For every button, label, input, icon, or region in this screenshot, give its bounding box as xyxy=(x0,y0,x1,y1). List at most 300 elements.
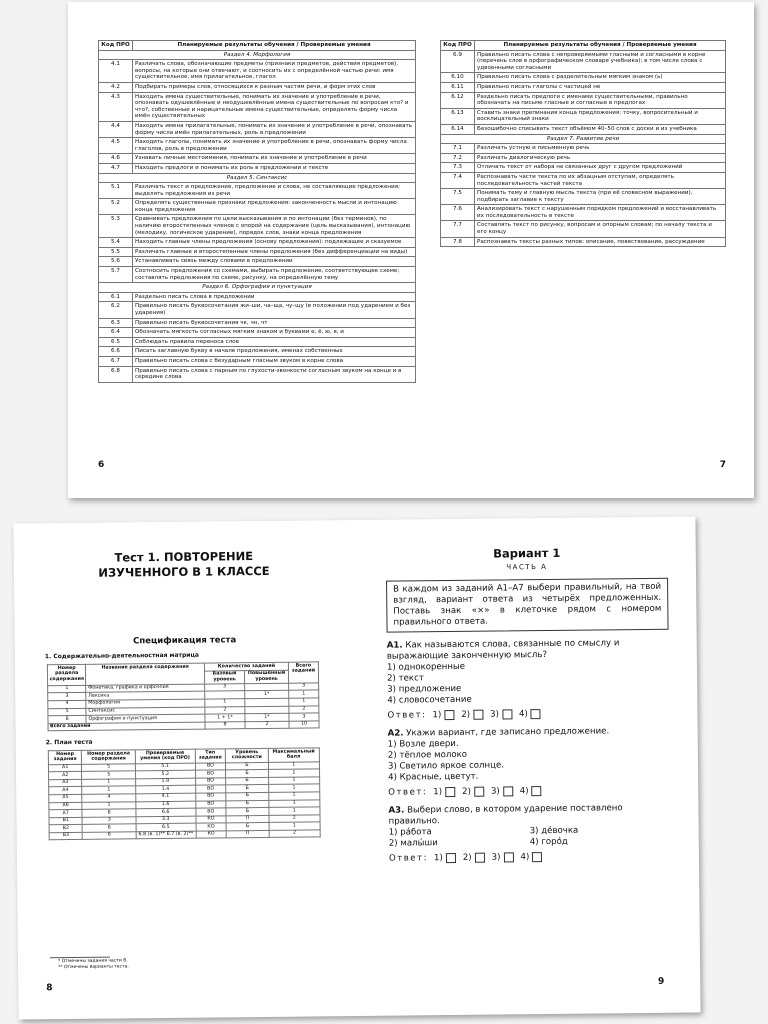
result-row xyxy=(99,183,416,199)
answer-row xyxy=(389,851,671,864)
answer-slot-label: 2) xyxy=(461,709,471,720)
test-title xyxy=(34,548,334,581)
answer-option: 2) текст xyxy=(387,673,424,684)
plan-cell: ВО xyxy=(195,770,226,778)
result-code: 4.3 xyxy=(99,92,133,121)
result-row xyxy=(99,163,416,173)
plan-cell: 2 xyxy=(269,830,320,838)
result-code: 6.8 xyxy=(99,366,133,382)
plan-cell: 1 xyxy=(268,761,319,769)
answer-slot-label: 2) xyxy=(462,852,472,863)
result-code: 6.10 xyxy=(441,73,475,83)
plan-cell: Б xyxy=(226,800,268,808)
section-row xyxy=(99,283,416,293)
matrix-header-name: Название раздела содержания xyxy=(86,663,205,685)
book-spread-top xyxy=(68,2,754,498)
matrix-adv: 1* xyxy=(245,713,289,721)
result-text: Анализировать текст с нарушенным порядком предложений и восстанавливать их последовательность в тексте xyxy=(475,205,726,221)
part-title: ЧАСТЬ А xyxy=(506,562,548,572)
plan-cell: В1 xyxy=(49,817,83,825)
result-row xyxy=(99,154,416,164)
answer-slot-label: 3) xyxy=(490,786,500,797)
answer-option: 4) словосочетание xyxy=(387,694,472,706)
result-text: Раздельно писать слова в предложении xyxy=(133,292,416,302)
plan-cell: 1 xyxy=(268,784,319,792)
result-code: 4.4 xyxy=(99,121,133,137)
matrix-total-base: 8 xyxy=(205,721,245,729)
section-title: Раздел 6. Орфография и пунктуация xyxy=(99,283,416,293)
result-text: Обозначать мягкость согласных мягким знаком и буквами е, ё, ю, я, и xyxy=(133,328,416,338)
section-row xyxy=(99,50,416,60)
section-title: Раздел 5. Синтаксис xyxy=(99,173,416,183)
plan-title: 2. План теста xyxy=(45,739,93,747)
answer-option: 1) однокоренные xyxy=(386,661,466,673)
plan-cell: 6.6 xyxy=(136,808,196,816)
plan-cell: 1.9 xyxy=(136,778,196,786)
result-text: Различать главные и второстепенные члены предложения (без дифференциации на виды) xyxy=(133,247,416,257)
question-number: А2. xyxy=(387,728,404,739)
answer-option: 3) предложение xyxy=(387,683,462,695)
page-9 xyxy=(385,517,672,1016)
plan-cell: КО xyxy=(196,823,227,831)
plan-cell: ВО xyxy=(195,800,226,808)
answer-slot-label: 4) xyxy=(520,852,530,863)
answer-option: 3) Светило яркое солнце. xyxy=(387,760,505,772)
footnote-2: ** Отмечены варианты теста. xyxy=(58,964,129,971)
result-code: 6.2 xyxy=(99,302,133,318)
result-code: 5.3 xyxy=(99,215,133,238)
test-title-line2: ИЗУЧЕННОГО В 1 КЛАССЕ xyxy=(98,563,270,580)
plan-cell: 1.4 xyxy=(136,786,196,794)
footnote-1: * Отмечены задания части В. xyxy=(57,958,128,965)
result-row xyxy=(99,366,416,382)
result-text: Находить имена прилагательные, понимать их значение и употребление в речи, опознавать форму числа имён прилагательных, роль в предложении xyxy=(133,121,416,137)
result-row xyxy=(441,73,726,83)
result-text: Различать текст и предложение, предложение и слова, не составляющие предложения; выделять предложения из речи xyxy=(133,183,416,199)
test-title-line1: Тест 1. ПОВТОРЕНИЕ xyxy=(114,549,254,565)
result-row xyxy=(99,215,416,238)
plan-cell: Б xyxy=(226,792,268,800)
answer-checkbox[interactable] xyxy=(445,787,455,797)
result-code: 6.3 xyxy=(99,318,133,328)
plan-cell: В2 xyxy=(49,825,83,833)
answer-checkbox[interactable] xyxy=(444,710,454,720)
plan-cell: 4.1 xyxy=(136,793,196,801)
result-row xyxy=(99,292,416,302)
matrix-total: 3 xyxy=(289,683,319,691)
result-row xyxy=(99,60,416,83)
page-number: 8 xyxy=(46,983,53,994)
options-list xyxy=(388,737,670,784)
matrix-total: 2 xyxy=(289,705,319,713)
section-title: Раздел 7. Развитие речи xyxy=(441,134,726,144)
plan-cell: 3 xyxy=(82,817,136,825)
questions-list xyxy=(387,638,671,864)
options-list xyxy=(389,825,671,850)
matrix-name: Морфология xyxy=(86,699,205,708)
result-text: Правильно писать слова с разделительным мягким знаком (ь) xyxy=(475,73,726,83)
result-text: Безошибочно списывать текст объёмом 40–50 слов с доски и из учебника xyxy=(475,124,726,134)
question-number: А3. xyxy=(388,805,405,816)
result-row xyxy=(441,82,726,92)
result-row xyxy=(441,124,726,134)
result-text: Сравнивать предложения по цели высказывания и по интонации (без терминов), по наличию второстепенных членов с опорой на содержание (цель высказывания), интонацию (мелодику, логическое ударение), порядок слов, знаки конца предложения xyxy=(133,215,416,238)
result-row xyxy=(99,347,416,357)
plan-cell: В3 xyxy=(49,832,83,840)
matrix-total-row xyxy=(48,721,319,731)
plan-cell: ВО xyxy=(195,793,226,801)
result-code: 7.3 xyxy=(441,163,475,173)
plan-cell: Б xyxy=(226,762,268,770)
result-text: Находить главные члены предложения (основу предложения): подлежащее и сказуемое xyxy=(133,238,416,248)
plan-header: Проверяемые умения (код ПРО) xyxy=(135,750,195,764)
answer-checkbox[interactable] xyxy=(502,709,512,719)
result-text: Находить глаголы, понимать их значение и употребление в речи, опознавать форму числа глаголов, роль в предложении xyxy=(133,138,416,154)
matrix-num: 6 xyxy=(48,715,87,723)
answer-checkbox[interactable] xyxy=(475,853,485,863)
section-row xyxy=(99,173,416,183)
plan-cell: 1 xyxy=(82,779,136,787)
answer-option: 1) ра́бота xyxy=(388,827,432,838)
matrix-name: Лексика xyxy=(86,691,205,700)
answer-checkbox[interactable] xyxy=(531,709,541,719)
result-row xyxy=(99,302,416,318)
result-text: Распознавать тексты разных типов: описание, повествование, рассуждение xyxy=(475,237,726,247)
plan-cell: П xyxy=(226,830,268,838)
result-row xyxy=(99,92,416,121)
page-8 xyxy=(33,520,338,1019)
result-code: 6.13 xyxy=(441,108,475,124)
result-text: Узнавать личные местоимения, понимать их значение и употребление в речи xyxy=(133,154,416,164)
question-body: Как называются слова, связанные по смыслу и выражающие законченную мысль? xyxy=(386,638,620,662)
plan-cell: Б xyxy=(226,785,268,793)
result-row xyxy=(99,257,416,267)
header-results: Планируемые результаты обучения / Проверяемые умения xyxy=(133,41,416,51)
matrix-total: 1 xyxy=(289,698,319,706)
result-code: 6.7 xyxy=(99,356,133,366)
question-block xyxy=(388,803,671,864)
result-code: 6.12 xyxy=(441,92,475,108)
plan-cell: ВО xyxy=(195,808,226,816)
result-text: Устанавливать связь между словами в предложении xyxy=(133,257,416,267)
question-text xyxy=(388,803,670,828)
plan-cell: 4 xyxy=(82,794,136,802)
result-row xyxy=(99,247,416,257)
result-code: 5.5 xyxy=(99,247,133,257)
result-row xyxy=(441,205,726,221)
matrix-header-adv: Повышенный уровень xyxy=(244,670,288,684)
plan-cell: А5 xyxy=(49,794,83,802)
plan-table xyxy=(48,748,321,841)
answer-checkbox[interactable] xyxy=(532,786,542,796)
page-7 xyxy=(440,2,726,498)
matrix-num: 4 xyxy=(48,700,87,708)
result-row xyxy=(99,199,416,215)
result-row xyxy=(441,221,726,237)
plan-cell: 5 xyxy=(82,771,136,779)
header-code: Код ПРО xyxy=(99,41,133,51)
plan-cell: КО xyxy=(196,831,227,839)
result-text: Правильно писать слова с непроверяемыми гласными и согласными в корне (перечень слов в орфографическом словаре учебника); в том числе слова с удвоенными согласными xyxy=(475,50,726,73)
result-text: Находить имена существительные, понимать их значение и употребление в речи, опознавать одушевлённые и неодушевлённые имена существительные по вопросам кто? и что?, собственные и нарицательные имена существительные, определять форму числа имён существительных xyxy=(133,92,416,121)
result-row xyxy=(99,356,416,366)
result-row xyxy=(99,138,416,154)
results-table-page-6 xyxy=(98,40,416,383)
book-spread-bottom xyxy=(13,516,700,1019)
plan-header: Тип задания xyxy=(195,749,226,763)
result-text: Раздельно писать предлоги с именами существительными, правильно обозначать на письме гласные и согласные в предлогах xyxy=(475,92,726,108)
result-code: 7.1 xyxy=(441,144,475,154)
result-text: Правильно писать буквосочетания чк, чн, чт xyxy=(133,318,416,328)
matrix-total-label: Всего заданий xyxy=(48,722,205,731)
page-number: 9 xyxy=(657,976,665,987)
matrix-name: Синтаксис xyxy=(86,707,205,716)
plan-cell: 1.6 xyxy=(136,801,196,809)
result-code: 7.4 xyxy=(441,172,475,188)
result-code: 6.14 xyxy=(441,124,475,134)
result-code: 4.6 xyxy=(99,154,133,164)
result-code: 6.6 xyxy=(99,347,133,357)
answer-option: 4) горо́д xyxy=(529,836,568,848)
result-code: 7.7 xyxy=(441,221,475,237)
matrix-total: 3 xyxy=(289,713,319,721)
section-title: Раздел 4. Морфология xyxy=(99,50,416,60)
plan-cell: 5.2 xyxy=(135,770,195,778)
result-text: Ставить знаки препинания конца предложения: точку, вопросительный и восклицательный знаки xyxy=(475,108,726,124)
answer-label: Ответ: xyxy=(388,787,428,798)
plan-cell: ВО xyxy=(195,778,226,786)
header-results: Планируемые результаты обучения / Проверяемые умения xyxy=(475,41,726,51)
result-row xyxy=(441,50,726,73)
answer-slot-label: 4) xyxy=(518,709,528,720)
plan-cell: ВО xyxy=(195,762,226,770)
result-text: Правильно писать глаголы с частицей не xyxy=(475,82,726,92)
matrix-table xyxy=(47,661,320,731)
result-text: Правильно писать буквосочетания жи–ши, ча–ща, чу–щу (в положении под ударением и без ударения) xyxy=(133,302,416,318)
result-text: Понимать тему и главную мысль текста (при её словесном выражении), подбирать заглавие к тексту xyxy=(475,189,726,205)
plan-cell: 1 xyxy=(268,792,319,800)
answer-option: 2) малы́ши xyxy=(388,838,438,849)
answer-option: 1) Возле двери. xyxy=(387,738,459,750)
question-text xyxy=(387,638,669,663)
answer-option: 2) тёплое молоко xyxy=(387,749,468,761)
instruction-box: В каждом из заданий А1–А7 выбери правильный, на твой взгляд, вариант ответа из четырёх предложенных. Поставь знак «×» в клеточке рядом с номером правильного ответа. xyxy=(386,578,669,633)
question-block xyxy=(388,726,671,798)
result-text: Подбирать примеры слов, относящихся к разным частям речи, и форм этих слов xyxy=(133,82,416,92)
matrix-adv: 1* xyxy=(245,691,289,699)
result-text: Распознавать части текста по их абзацным отступам, определять последовательность частей текста xyxy=(475,172,726,188)
matrix-base: 1 xyxy=(205,699,245,707)
plan-header: Номер раздела содержания xyxy=(82,750,136,764)
matrix-name: Фонетика, графика и орфоэпия xyxy=(86,684,205,693)
answer-checkbox[interactable] xyxy=(446,853,456,863)
plan-cell: Б xyxy=(226,823,268,831)
result-text: Правильно писать слова с безударным гласным звуком в корне слова xyxy=(133,356,416,366)
result-code: 5.2 xyxy=(99,199,133,215)
matrix-total: 1 xyxy=(289,690,319,698)
result-row xyxy=(99,82,416,92)
result-row xyxy=(441,163,726,173)
result-code: 7.2 xyxy=(441,153,475,163)
result-code: 5.7 xyxy=(99,267,133,283)
answer-slot-label: 4) xyxy=(519,786,529,797)
result-row xyxy=(99,337,416,347)
plan-cell: 1 xyxy=(269,807,320,815)
matrix-base: 2 xyxy=(205,706,245,714)
answer-checkbox[interactable] xyxy=(503,786,513,796)
result-code: 4.2 xyxy=(99,82,133,92)
answer-slot-label: 3) xyxy=(490,709,500,720)
result-code: 4.5 xyxy=(99,138,133,154)
question-body: Укажи вариант, где записано предложение. xyxy=(406,726,610,739)
plan-cell: 6.8 (в. 1)** 6.7 (в. 2)** xyxy=(136,831,196,839)
matrix-header-base: Базовый уровень xyxy=(204,670,244,684)
plan-cell: А3 xyxy=(49,779,83,787)
result-row xyxy=(441,92,726,108)
result-row xyxy=(441,153,726,163)
matrix-header-total: Всего заданий xyxy=(288,662,318,683)
result-code: 7.6 xyxy=(441,205,475,221)
result-code: 4.1 xyxy=(99,60,133,83)
variant-title: Вариант 1 xyxy=(493,545,561,561)
result-code: 6.9 xyxy=(441,50,475,73)
plan-cell: 3.3 xyxy=(136,816,196,824)
plan-header: Максимальный балл xyxy=(268,748,320,762)
plan-cell: 2 xyxy=(269,815,320,823)
result-text: Различать слова, обозначающие предметы (признаки предметов, действия предметов), вопросы, на которые они отвечают, и соотносить их с определённой частью речи: имя существительное, имя прилагательное, глагол xyxy=(133,60,416,83)
spec-title: Спецификация теста xyxy=(133,635,237,647)
question-block xyxy=(387,638,670,721)
answer-row xyxy=(387,708,669,721)
matrix-title: 1. Содержательно-деятельностная матрица xyxy=(44,651,200,661)
plan-cell: А4 xyxy=(49,787,83,795)
result-code: 6.5 xyxy=(99,337,133,347)
matrix-num: 3 xyxy=(48,693,87,701)
answer-checkbox[interactable] xyxy=(532,852,542,862)
result-row xyxy=(99,318,416,328)
question-body: Выбери слово, в котором ударение поставлено правильно. xyxy=(388,803,623,827)
result-code: 6.4 xyxy=(99,328,133,338)
plan-cell: А2 xyxy=(49,772,83,780)
plan-cell: КО xyxy=(195,816,226,824)
page-number: 7 xyxy=(719,460,726,470)
result-code: 6.1 xyxy=(99,292,133,302)
result-text: Составлять текст по рисунку, вопросам и опорным словам; по началу текста и его концу xyxy=(475,221,726,237)
plan-cell: 6 xyxy=(82,809,136,817)
plan-cell: 1 xyxy=(269,822,320,830)
result-text: Соотносить предложения со схемами, выбирать предложение, соответствующее схеме; составлять предложения по схеме, рисунку, на определённую тему xyxy=(133,267,416,283)
matrix-base: 1 + 1* xyxy=(205,714,245,722)
result-text: Соблюдать правила переноса слов xyxy=(133,337,416,347)
plan-cell: А7 xyxy=(49,809,83,817)
result-code: 7.5 xyxy=(441,189,475,205)
result-code: 4.7 xyxy=(99,163,133,173)
plan-cell: А6 xyxy=(49,802,83,810)
plan-cell: 6 xyxy=(83,832,137,840)
result-text: Правильно писать слова с парным по глухости-звонкости согласным звуком на конце и в середине слова xyxy=(133,366,416,382)
answer-slot-label: 1) xyxy=(433,853,443,864)
answer-checkbox[interactable] xyxy=(474,787,484,797)
answer-slot-label: 2) xyxy=(462,786,471,797)
plan-row xyxy=(49,830,320,840)
answer-slot-label: 1) xyxy=(432,710,442,721)
result-row xyxy=(441,144,726,154)
result-code: 5.4 xyxy=(99,238,133,248)
matrix-header-num: Номер раздела содержания xyxy=(47,664,86,685)
result-text: Различать устную и письменную речь xyxy=(475,144,726,154)
page-number: 6 xyxy=(98,460,105,470)
matrix-total-adv: 2 xyxy=(245,721,289,729)
answer-slot-label: 3) xyxy=(491,852,501,863)
options-list xyxy=(387,660,669,707)
answer-option: 4) Красные, цветут. xyxy=(388,771,479,783)
plan-cell: Б xyxy=(226,777,268,785)
result-row xyxy=(441,172,726,188)
result-row xyxy=(441,108,726,124)
result-row xyxy=(99,328,416,338)
result-code: 5.6 xyxy=(99,257,133,267)
result-row xyxy=(99,267,416,283)
plan-cell: 1 xyxy=(268,777,319,785)
result-text: Различать диалогическую речь xyxy=(475,153,726,163)
plan-cell: Б xyxy=(226,808,268,816)
plan-cell: 1 xyxy=(82,786,136,794)
matrix-name: Орфография и пунктуация xyxy=(86,714,205,723)
answer-label: Ответ: xyxy=(387,710,427,721)
result-row xyxy=(99,238,416,248)
matrix-header-count: Количество заданий xyxy=(204,662,288,670)
answer-checkbox[interactable] xyxy=(503,852,513,862)
answer-label: Ответ: xyxy=(388,853,429,864)
header-code: Код ПРО xyxy=(441,41,475,51)
section-row xyxy=(441,134,726,144)
plan-cell: 1 xyxy=(268,769,319,777)
matrix-num: 1 xyxy=(48,685,87,693)
result-code: 5.1 xyxy=(99,183,133,199)
plan-cell: ВО xyxy=(195,785,226,793)
plan-cell: 5.1 xyxy=(135,763,195,771)
plan-cell: 6 xyxy=(83,824,137,832)
results-table-page-7 xyxy=(440,40,726,247)
page-6 xyxy=(98,2,416,498)
plan-cell: А1 xyxy=(48,764,82,772)
result-code: 6.11 xyxy=(441,82,475,92)
answer-slot-label: 1) xyxy=(433,787,443,798)
plan-cell: 1 xyxy=(82,801,136,809)
plan-cell: П xyxy=(226,815,268,823)
result-row xyxy=(441,237,726,247)
plan-cell: 6.5 xyxy=(136,823,196,831)
matrix-num: 5 xyxy=(48,708,87,716)
plan-cell: 5 xyxy=(82,763,136,771)
matrix-total-total: 10 xyxy=(289,721,319,729)
result-text: Писать заглавную букву в начале предложения, именах собственных xyxy=(133,347,416,357)
answer-checkbox[interactable] xyxy=(473,710,483,720)
result-text: Находить предлоги и понимать их роль в предложении и тексте xyxy=(133,163,416,173)
answer-row xyxy=(388,785,670,798)
matrix-base: 3 xyxy=(205,683,245,691)
answer-option: 3) де́вочка xyxy=(529,825,579,837)
plan-cell: Б xyxy=(226,770,268,778)
result-row xyxy=(441,189,726,205)
result-code: 7.8 xyxy=(441,237,475,247)
result-row xyxy=(99,121,416,137)
plan-header: Уровень сложности xyxy=(226,749,268,763)
result-text: Отличать текст от набора не связанных друг с другом предложений xyxy=(475,163,726,173)
plan-header: Номер задания xyxy=(48,751,82,765)
result-text: Определять существенные признаки предложения: законченность мысли и интонацию конца предложения xyxy=(133,199,416,215)
question-number: А1. xyxy=(386,640,403,651)
